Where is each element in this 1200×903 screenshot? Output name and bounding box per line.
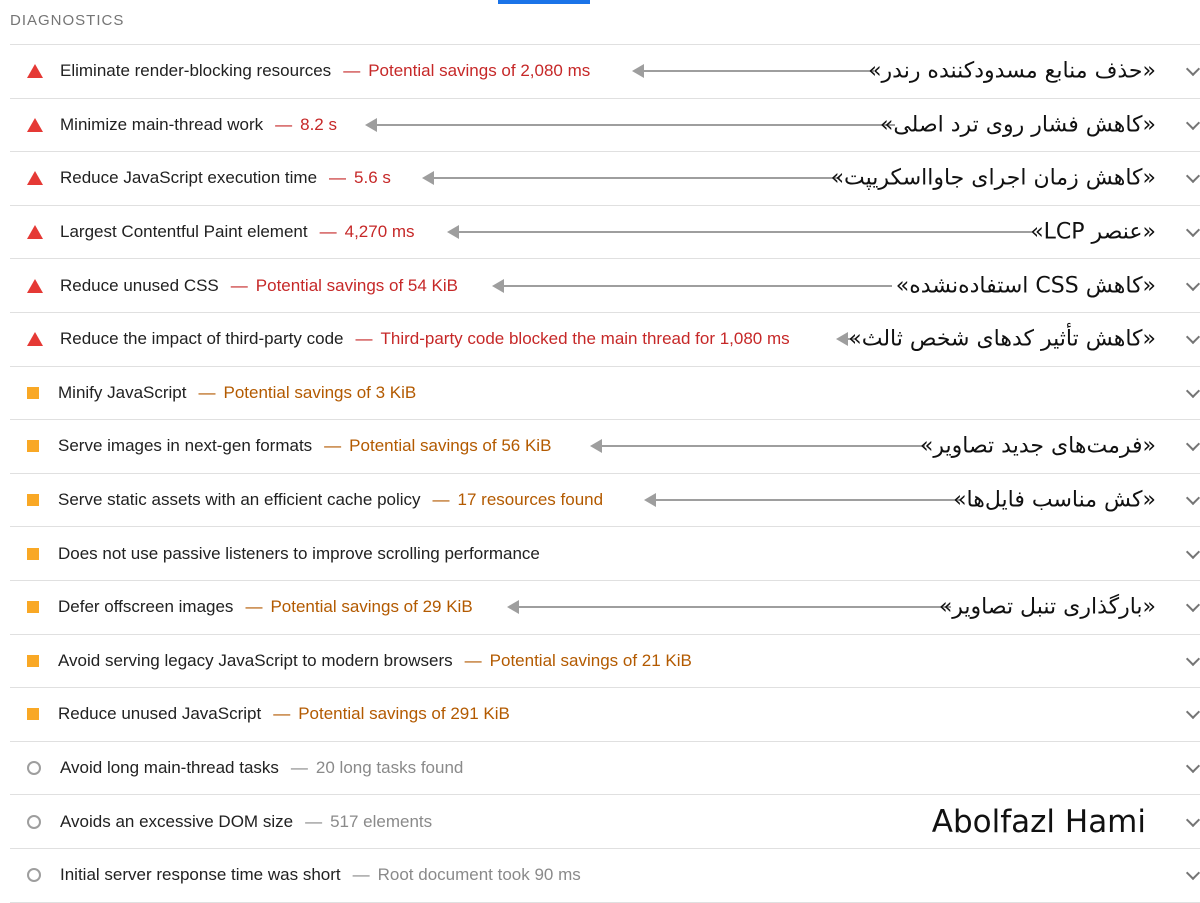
chevron-down-icon[interactable] bbox=[1186, 330, 1200, 344]
dash-separator: — bbox=[273, 704, 291, 724]
audit-row-third-party[interactable] bbox=[10, 313, 1200, 367]
audit-title: Initial server response time was short bbox=[60, 865, 341, 885]
average-icon bbox=[10, 367, 58, 420]
audit-row-cache-policy[interactable] bbox=[10, 474, 1200, 528]
audit-title: Reduce unused CSS bbox=[60, 275, 219, 295]
audit-row-render-blocking[interactable] bbox=[10, 45, 1200, 99]
chevron-down-icon[interactable] bbox=[1186, 437, 1200, 451]
audit-title: Minify JavaScript bbox=[58, 382, 187, 402]
audit-row-content bbox=[10, 45, 590, 98]
audit-row-content bbox=[10, 152, 391, 205]
average-icon bbox=[10, 527, 58, 580]
info-icon bbox=[10, 742, 60, 795]
audit-title: Avoids an excessive DOM size bbox=[60, 811, 294, 831]
audit-title: Eliminate render-blocking resources bbox=[60, 61, 332, 81]
audit-title: Reduce JavaScript execution time bbox=[60, 168, 318, 188]
author-watermark: Abolfazl Hami bbox=[931, 803, 1146, 840]
audit-row-minify-js[interactable] bbox=[10, 367, 1200, 421]
audit-row-content bbox=[10, 688, 510, 741]
chevron-down-icon[interactable] bbox=[1186, 705, 1200, 719]
red-triangle-icon bbox=[27, 225, 43, 239]
audit-detail: Third-party code blocked the main thread for 1,080 ms bbox=[380, 329, 790, 349]
red-triangle-icon bbox=[27, 332, 43, 346]
persian-annotation: «کاهش زمان اجرای جاوااسکریپت» bbox=[830, 165, 1156, 191]
fail-icon bbox=[10, 99, 60, 152]
info-icon bbox=[10, 849, 60, 902]
audit-row-dom-size[interactable] bbox=[10, 795, 1200, 849]
audit-title: Reduce the impact of third-party code bbox=[60, 329, 344, 349]
chevron-down-icon[interactable] bbox=[1186, 277, 1200, 291]
chevron-down-icon[interactable] bbox=[1186, 759, 1200, 773]
info-icon bbox=[10, 795, 60, 848]
left-arrow-icon bbox=[507, 600, 951, 614]
dash-separator: — bbox=[464, 650, 482, 670]
orange-square-icon bbox=[27, 440, 39, 452]
persian-annotation: «فرمت‌های جدید تصاویر» bbox=[919, 433, 1156, 459]
dash-separator: — bbox=[319, 222, 337, 242]
active-tab-indicator bbox=[498, 0, 590, 4]
dash-separator: — bbox=[432, 490, 450, 510]
audit-row-content bbox=[10, 313, 790, 366]
dash-separator: — bbox=[352, 865, 370, 885]
average-icon bbox=[10, 420, 58, 473]
dash-separator: — bbox=[290, 758, 308, 778]
left-arrow-icon bbox=[422, 171, 840, 185]
average-icon bbox=[10, 688, 58, 741]
dash-separator: — bbox=[355, 329, 373, 349]
audit-row-content bbox=[10, 99, 337, 152]
audit-detail: Potential savings of 54 KiB bbox=[255, 275, 459, 295]
audit-row-legacy-js[interactable] bbox=[10, 635, 1200, 689]
dash-separator: — bbox=[305, 811, 323, 831]
left-arrow-icon bbox=[492, 279, 892, 293]
audit-title: Reduce unused JavaScript bbox=[58, 704, 262, 724]
audit-detail: 20 long tasks found bbox=[315, 758, 464, 778]
audit-detail: Potential savings of 291 KiB bbox=[298, 704, 510, 724]
average-icon bbox=[10, 635, 58, 688]
grey-circle-icon bbox=[27, 868, 41, 882]
audit-title: Defer offscreen images bbox=[58, 597, 234, 617]
audit-title: Minimize main-thread work bbox=[60, 114, 264, 134]
audit-row-content bbox=[10, 527, 540, 580]
audit-row-unused-js[interactable] bbox=[10, 688, 1200, 742]
orange-square-icon bbox=[27, 387, 39, 399]
audit-title: Largest Contentful Paint element bbox=[60, 222, 308, 242]
left-arrow-icon bbox=[632, 64, 874, 78]
fail-icon bbox=[10, 152, 60, 205]
audit-row-content bbox=[10, 420, 551, 473]
audit-detail: Potential savings of 3 KiB bbox=[223, 382, 417, 402]
persian-annotation: «حذف منابع مسدودکننده رندر» bbox=[868, 58, 1156, 84]
audit-detail: Potential savings of 2,080 ms bbox=[368, 61, 591, 81]
audit-title: Avoid long main-thread tasks bbox=[60, 758, 279, 778]
persian-annotation: «کاهش تأثیر کدهای شخص ثالث» bbox=[848, 326, 1156, 352]
audit-row-content bbox=[10, 259, 458, 312]
orange-square-icon bbox=[27, 708, 39, 720]
audit-row-passive-listeners[interactable] bbox=[10, 527, 1200, 581]
audit-title: Serve images in next-gen formats bbox=[58, 436, 313, 456]
persian-annotation: «کاهش CSS استفاده‌نشده» bbox=[895, 273, 1156, 299]
audit-row-lcp[interactable] bbox=[10, 206, 1200, 260]
grey-circle-icon bbox=[27, 761, 41, 775]
left-arrow-icon bbox=[590, 439, 925, 453]
audit-detail: Potential savings of 21 KiB bbox=[489, 650, 692, 670]
average-icon bbox=[10, 474, 58, 527]
audit-title: Serve static assets with an efficient cache policy bbox=[58, 490, 421, 510]
chevron-down-icon[interactable] bbox=[1186, 384, 1200, 398]
audit-list bbox=[10, 45, 1200, 903]
audit-detail: Potential savings of 29 KiB bbox=[270, 597, 473, 617]
section-title: DIAGNOSTICS bbox=[10, 12, 125, 29]
orange-square-icon bbox=[27, 494, 39, 506]
orange-square-icon bbox=[27, 655, 39, 667]
dash-separator: — bbox=[198, 382, 216, 402]
chevron-down-icon[interactable] bbox=[1186, 866, 1200, 880]
persian-annotation: «بارگذاری تنبل تصاویر» bbox=[938, 594, 1156, 620]
dash-separator: — bbox=[329, 168, 347, 188]
audit-row-main-thread[interactable] bbox=[10, 99, 1200, 153]
persian-annotation: «کاهش فشار روی ترد اصلی» bbox=[879, 112, 1156, 138]
orange-square-icon bbox=[27, 548, 39, 560]
dash-separator: — bbox=[275, 114, 293, 134]
diagnostics-header bbox=[10, 0, 1200, 45]
fail-icon bbox=[10, 206, 60, 259]
audit-row-content bbox=[10, 581, 473, 634]
persian-annotation: «کش مناسب فایل‌ها» bbox=[953, 487, 1156, 513]
audit-row-content bbox=[10, 206, 415, 259]
audit-detail: 8.2 s bbox=[300, 114, 337, 134]
grey-circle-icon bbox=[27, 815, 41, 829]
chevron-down-icon[interactable] bbox=[1186, 813, 1200, 827]
audit-row-js-execution[interactable] bbox=[10, 152, 1200, 206]
chevron-down-icon[interactable] bbox=[1186, 598, 1200, 612]
audit-row-content bbox=[10, 474, 603, 527]
left-arrow-icon bbox=[644, 493, 960, 507]
red-triangle-icon bbox=[27, 279, 43, 293]
fail-icon bbox=[10, 313, 60, 366]
dash-separator: — bbox=[245, 597, 263, 617]
red-triangle-icon bbox=[27, 118, 43, 132]
audit-detail: Root document took 90 ms bbox=[377, 865, 581, 885]
audit-detail: 17 resources found bbox=[457, 490, 604, 510]
audit-detail: 5.6 s bbox=[354, 168, 391, 188]
chevron-down-icon[interactable] bbox=[1186, 62, 1200, 76]
fail-icon bbox=[10, 259, 60, 312]
average-icon bbox=[10, 581, 58, 634]
chevron-down-icon[interactable] bbox=[1186, 116, 1200, 130]
audit-title: Avoid serving legacy JavaScript to modern browsers bbox=[58, 650, 453, 670]
chevron-down-icon[interactable] bbox=[1186, 545, 1200, 559]
left-arrow-icon bbox=[447, 225, 1032, 239]
dash-separator: — bbox=[230, 275, 248, 295]
audit-row-offscreen-images[interactable] bbox=[10, 581, 1200, 635]
audit-row-content bbox=[10, 635, 692, 688]
chevron-down-icon[interactable] bbox=[1186, 169, 1200, 183]
audit-row-server-response[interactable] bbox=[10, 849, 1200, 903]
orange-square-icon bbox=[27, 601, 39, 613]
red-triangle-icon bbox=[27, 171, 43, 185]
audit-detail: Potential savings of 56 KiB bbox=[349, 436, 552, 456]
audit-detail: 4,270 ms bbox=[344, 222, 415, 242]
audit-row-content bbox=[10, 367, 416, 420]
audit-row-long-tasks[interactable] bbox=[10, 742, 1200, 796]
persian-annotation: «عنصر LCP» bbox=[1030, 219, 1156, 245]
audit-row-content bbox=[10, 849, 581, 902]
left-arrow-icon bbox=[365, 118, 895, 132]
audit-row-content bbox=[10, 795, 432, 848]
audit-title: Does not use passive listeners to improve scrolling performance bbox=[58, 543, 540, 563]
red-triangle-icon bbox=[27, 64, 43, 78]
dash-separator: — bbox=[343, 61, 361, 81]
chevron-down-icon[interactable] bbox=[1186, 491, 1200, 505]
audit-row-unused-css[interactable] bbox=[10, 259, 1200, 313]
chevron-down-icon[interactable] bbox=[1186, 223, 1200, 237]
dash-separator: — bbox=[324, 436, 342, 456]
audit-row-content bbox=[10, 742, 463, 795]
audit-detail: 517 elements bbox=[330, 811, 433, 831]
chevron-down-icon[interactable] bbox=[1186, 652, 1200, 666]
fail-icon bbox=[10, 45, 60, 98]
audit-row-next-gen-images[interactable] bbox=[10, 420, 1200, 474]
